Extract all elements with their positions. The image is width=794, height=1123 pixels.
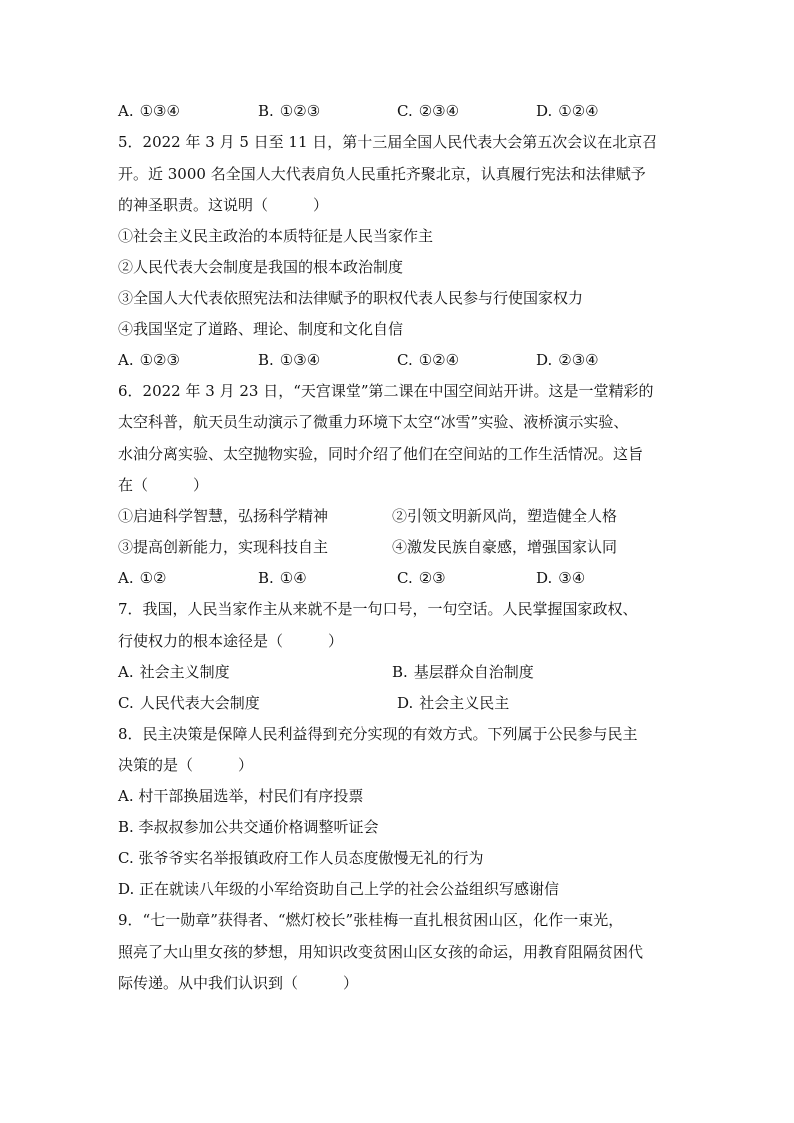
q5-statement-2: ②人民代表大会制度是我国的根本政治制度 (118, 258, 404, 276)
q5-stem-line-3: 的神圣职责。这说明（ ） (118, 196, 329, 214)
q8-stem-line-2: 决策的是（ ） (118, 756, 254, 774)
q4-option-b: B. ①②③ (258, 102, 321, 120)
q8-option-c: C. 张爷爷实名举报镇政府工作人员态度傲慢无礼的行为 (118, 849, 484, 867)
q6-statements-row-2 (118, 537, 683, 557)
q5-option-b: B. ①③④ (258, 351, 321, 369)
q6-options (118, 568, 683, 588)
q6-option-d: D. ③④ (536, 569, 586, 587)
q5-statement-1: ①社会主义民主政治的本质特征是人民当家作主 (118, 227, 434, 245)
q8-option-d: D. 正在就读八年级的小军给资助自己上学的社会公益组织写感谢信 (118, 880, 560, 898)
q4-options (118, 101, 683, 121)
q7-options-row-1 (118, 662, 683, 682)
q5-stem-line-1: 5．2022 年 3 月 5 日至 11 日，第十三届全国人民代表大会第五次会议在北京召 (118, 133, 658, 151)
q5-option-a: A. ①②③ (118, 351, 180, 369)
q7-option-b: B. 基层群众自治制度 (392, 663, 534, 681)
q6-statement-1: ①启迪科学智慧，弘扬科学精神 (118, 507, 329, 525)
q6-statement-4: ④激发民族自豪感，增强国家认同 (392, 538, 618, 556)
q9-stem-line-2: 照亮了大山里女孩的梦想，用知识改变贫困山区女孩的命运，用教育阻隔贫困代 (118, 943, 644, 961)
q8-option-b: B. 李叔叔参加公共交通价格调整听证会 (118, 818, 379, 836)
q6-option-b: B. ①④ (258, 569, 307, 587)
q7-stem-line-1: 7．我国，人民当家作主从来就不是一句口号，一句空话。人民掌握国家政权、 (118, 600, 638, 618)
q9-stem-line-1: 9．“七一勋章”获得者、“燃灯校长”张桂梅一直扎根贫困山区，化作一束光， (118, 911, 624, 929)
q7-option-d: D. 社会主义民主 (397, 694, 510, 712)
q7-option-a: A. 社会主义制度 (118, 663, 230, 681)
q4-option-c: C. ②③④ (397, 102, 460, 120)
q4-option-d: D. ①②④ (536, 102, 599, 120)
q7-option-c: C. 人民代表大会制度 (118, 694, 260, 712)
q6-statements-row-1 (118, 506, 683, 526)
q6-stem-line-4: 在（ ） (118, 476, 209, 494)
q7-stem-line-2: 行使权力的根本途径是（ ） (118, 632, 344, 650)
q8-option-a: A. 村干部换届选举，村民们有序投票 (118, 787, 364, 805)
q6-option-a: A. ①② (118, 569, 167, 587)
q6-statement-3: ③提高创新能力，实现科技自主 (118, 538, 329, 556)
q5-statement-4: ④我国坚定了道路、理论、制度和文化自信 (118, 320, 404, 338)
q5-option-c: C. ①②④ (397, 351, 460, 369)
q6-statement-2: ②引领文明新风尚，塑造健全人格 (392, 507, 618, 525)
q6-stem-line-2: 太空科普，航天员生动演示了微重力环境下太空“冰雪”实验、液桥演示实验、 (118, 413, 629, 431)
q9-stem-line-3: 际传递。从中我们认识到（ ） (118, 974, 359, 992)
q5-options (118, 350, 683, 370)
q7-options-row-2 (118, 693, 683, 713)
q4-option-a: A. ①③④ (118, 102, 180, 120)
q6-stem-line-3: 水油分离实验、太空抛物实验，同时介绍了他们在空间站的工作生活情况。这旨 (118, 445, 644, 463)
q5-stem-line-2: 开。近 3000 名全国人大代表肩负人民重托齐聚北京，认真履行宪法和法律赋予 (118, 165, 646, 183)
q6-stem-line-1: 6．2022 年 3 月 23 日，“天宫课堂”第二课在中国空间站开讲。这是一堂精彩的 (118, 382, 654, 400)
q8-stem-line-1: 8．民主决策是保障人民利益得到充分实现的有效方式。下列属于公民参与民主 (118, 725, 638, 743)
q6-option-c: C. ②③ (397, 569, 446, 587)
q5-statement-3: ③全国人大代表依照宪法和法律赋予的职权代表人民参与行使国家权力 (118, 289, 584, 307)
q5-option-d: D. ②③④ (536, 351, 599, 369)
